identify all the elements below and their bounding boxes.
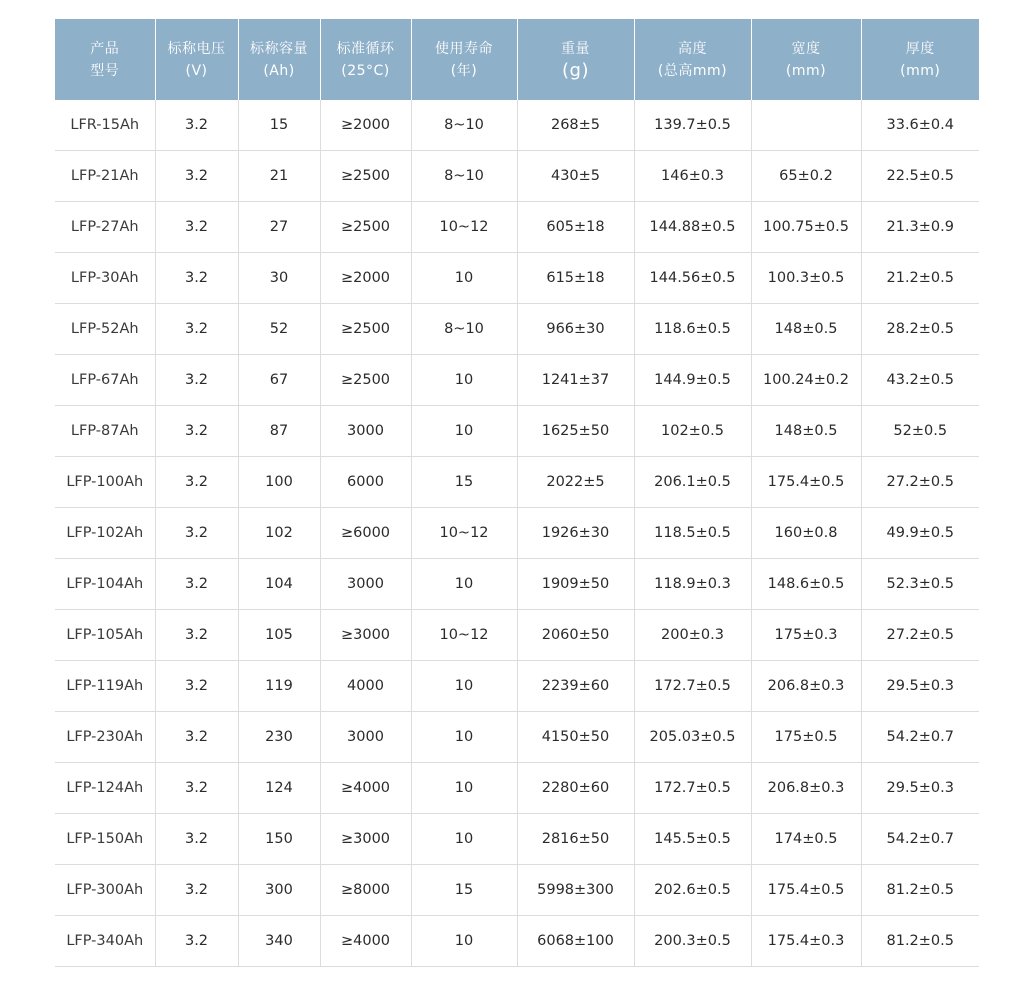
header-lifespan [411,19,517,100]
cell-width: 175.4±0.5 [751,865,861,916]
cell-width: 100.75±0.5 [751,202,861,253]
cell-weight: 1926±30 [517,508,634,559]
header-weight [517,19,634,100]
cell-thickness: 54.2±0.7 [861,712,979,763]
cell-voltage: 3.2 [155,355,238,406]
cell-model: LFR-15Ah [55,100,155,151]
cell-lifespan: 10 [411,253,517,304]
cell-model: LFP-52Ah [55,304,155,355]
cell-voltage: 3.2 [155,916,238,967]
cell-model: LFP-300Ah [55,865,155,916]
cell-thickness: 49.9±0.5 [861,508,979,559]
cell-lifespan: 10 [411,712,517,763]
cell-cycle: ≥4000 [320,916,411,967]
cell-voltage: 3.2 [155,202,238,253]
cell-lifespan: 15 [411,457,517,508]
cell-capacity: 30 [238,253,320,304]
cell-height: 200±0.3 [634,610,751,661]
cell-lifespan: 15 [411,865,517,916]
cell-lifespan: 10 [411,355,517,406]
cell-capacity: 67 [238,355,320,406]
cell-cycle: ≥2500 [320,202,411,253]
cell-thickness: 27.2±0.5 [861,610,979,661]
header-cycle-line2: (25°C) [341,62,390,79]
cell-width: 175.4±0.3 [751,916,861,967]
cell-model: LFP-119Ah [55,661,155,712]
cell-thickness: 27.2±0.5 [861,457,979,508]
cell-capacity: 87 [238,406,320,457]
cell-cycle: ≥3000 [320,610,411,661]
cell-lifespan: 10 [411,661,517,712]
cell-thickness: 81.2±0.5 [861,865,979,916]
cell-voltage: 3.2 [155,406,238,457]
cell-lifespan: 10 [411,559,517,610]
table-row [55,508,979,559]
header-height-line1: 高度 [678,40,707,57]
cell-lifespan: 10~12 [411,508,517,559]
cell-width: 175±0.5 [751,712,861,763]
cell-thickness: 22.5±0.5 [861,151,979,202]
cell-cycle: ≥4000 [320,763,411,814]
spec-table-container [55,19,979,967]
cell-capacity: 100 [238,457,320,508]
header-capacity-line1: 标称容量 [250,40,308,57]
table-row [55,814,979,865]
cell-cycle: 4000 [320,661,411,712]
cell-model: LFP-21Ah [55,151,155,202]
cell-capacity: 119 [238,661,320,712]
cell-weight: 1909±50 [517,559,634,610]
header-width-line2: (mm) [785,62,827,79]
cell-lifespan: 10 [411,916,517,967]
cell-width: 148.6±0.5 [751,559,861,610]
cell-model: LFP-67Ah [55,355,155,406]
cell-thickness: 52.3±0.5 [861,559,979,610]
cell-height: 118.6±0.5 [634,304,751,355]
table-row [55,253,979,304]
cell-model: LFP-340Ah [55,916,155,967]
cell-thickness: 28.2±0.5 [861,304,979,355]
cell-voltage: 3.2 [155,763,238,814]
cell-cycle: 3000 [320,559,411,610]
cell-lifespan: 10 [411,406,517,457]
header-width [751,19,861,100]
cell-lifespan: 10 [411,763,517,814]
cell-voltage: 3.2 [155,100,238,151]
cell-weight: 2022±5 [517,457,634,508]
cell-capacity: 102 [238,508,320,559]
cell-width [751,100,861,151]
header-weight-line2: (g) [562,59,589,81]
cell-weight: 1625±50 [517,406,634,457]
cell-width: 206.8±0.3 [751,763,861,814]
table-row [55,865,979,916]
table-row [55,406,979,457]
cell-thickness: 43.2±0.5 [861,355,979,406]
cell-model: LFP-124Ah [55,763,155,814]
cell-voltage: 3.2 [155,151,238,202]
cell-lifespan: 10 [411,814,517,865]
cell-weight: 2816±50 [517,814,634,865]
cell-model: LFP-102Ah [55,508,155,559]
cell-height: 118.9±0.3 [634,559,751,610]
cell-weight: 2239±60 [517,661,634,712]
table-row [55,610,979,661]
cell-width: 175±0.3 [751,610,861,661]
cell-model: LFP-150Ah [55,814,155,865]
cell-height: 144.9±0.5 [634,355,751,406]
cell-height: 172.7±0.5 [634,763,751,814]
cell-cycle: ≥2000 [320,253,411,304]
cell-thickness: 52±0.5 [861,406,979,457]
cell-height: 146±0.3 [634,151,751,202]
cell-cycle: ≥3000 [320,814,411,865]
cell-width: 174±0.5 [751,814,861,865]
cell-thickness: 81.2±0.5 [861,916,979,967]
cell-thickness: 29.5±0.3 [861,661,979,712]
cell-width: 100.3±0.5 [751,253,861,304]
cell-capacity: 300 [238,865,320,916]
cell-weight: 605±18 [517,202,634,253]
cell-weight: 2060±50 [517,610,634,661]
cell-thickness: 21.3±0.9 [861,202,979,253]
cell-capacity: 104 [238,559,320,610]
header-model-line1: 产品 [90,40,120,57]
table-header [55,19,979,100]
cell-cycle: 6000 [320,457,411,508]
table-row [55,151,979,202]
cell-model: LFP-27Ah [55,202,155,253]
header-width-line1: 宽度 [791,40,821,57]
cell-height: 144.56±0.5 [634,253,751,304]
cell-cycle: ≥8000 [320,865,411,916]
cell-voltage: 3.2 [155,559,238,610]
header-thickness-line1: 厚度 [905,40,935,57]
table-row [55,304,979,355]
table-row [55,661,979,712]
table-row [55,916,979,967]
cell-voltage: 3.2 [155,610,238,661]
cell-capacity: 340 [238,916,320,967]
cell-weight: 5998±300 [517,865,634,916]
cell-lifespan: 10~12 [411,610,517,661]
table-row [55,457,979,508]
header-capacity [238,19,320,100]
cell-model: LFP-30Ah [55,253,155,304]
cell-lifespan: 8~10 [411,100,517,151]
battery-spec-table [55,19,979,967]
header-thickness-line2: (mm) [900,62,941,79]
header-model [55,19,155,100]
cell-model: LFP-104Ah [55,559,155,610]
cell-width: 148±0.5 [751,406,861,457]
cell-model: LFP-230Ah [55,712,155,763]
cell-cycle: ≥6000 [320,508,411,559]
cell-thickness: 54.2±0.7 [861,814,979,865]
header-row [55,19,979,100]
cell-voltage: 3.2 [155,457,238,508]
cell-capacity: 15 [238,100,320,151]
cell-voltage: 3.2 [155,304,238,355]
table-row [55,559,979,610]
cell-capacity: 52 [238,304,320,355]
header-cycle-line1: 标准循环 [336,40,395,57]
cell-width: 100.24±0.2 [751,355,861,406]
cell-capacity: 21 [238,151,320,202]
table-row [55,100,979,151]
cell-lifespan: 8~10 [411,304,517,355]
cell-weight: 4150±50 [517,712,634,763]
header-voltage-line1: 标称电压 [167,40,226,57]
cell-width: 160±0.8 [751,508,861,559]
cell-height: 118.5±0.5 [634,508,751,559]
cell-model: LFP-87Ah [55,406,155,457]
header-lifespan-line2: (年) [450,62,478,79]
cell-cycle: ≥2000 [320,100,411,151]
table-row [55,202,979,253]
cell-cycle: 3000 [320,712,411,763]
cell-capacity: 150 [238,814,320,865]
cell-thickness: 29.5±0.3 [861,763,979,814]
cell-weight: 268±5 [517,100,634,151]
table-body [55,100,979,967]
header-capacity-line2: (Ah) [263,62,295,79]
header-model-line2: 型号 [90,62,120,79]
table-row [55,355,979,406]
cell-height: 102±0.5 [634,406,751,457]
header-cycle [320,19,411,100]
cell-width: 65±0.2 [751,151,861,202]
cell-thickness: 33.6±0.4 [861,100,979,151]
cell-lifespan: 8~10 [411,151,517,202]
cell-cycle: ≥2500 [320,151,411,202]
header-height-line2: (总高mm) [657,62,728,79]
cell-weight: 430±5 [517,151,634,202]
cell-capacity: 124 [238,763,320,814]
cell-height: 145.5±0.5 [634,814,751,865]
cell-width: 175.4±0.5 [751,457,861,508]
cell-weight: 615±18 [517,253,634,304]
cell-weight: 6068±100 [517,916,634,967]
table-row [55,763,979,814]
header-weight-line1: 重量 [561,40,590,57]
cell-width: 206.8±0.3 [751,661,861,712]
cell-voltage: 3.2 [155,253,238,304]
cell-voltage: 3.2 [155,661,238,712]
header-thickness [861,19,979,100]
cell-cycle: ≥2500 [320,304,411,355]
cell-height: 139.7±0.5 [634,100,751,151]
cell-model: LFP-105Ah [55,610,155,661]
cell-height: 205.03±0.5 [634,712,751,763]
cell-height: 206.1±0.5 [634,457,751,508]
cell-voltage: 3.2 [155,712,238,763]
cell-voltage: 3.2 [155,508,238,559]
cell-height: 200.3±0.5 [634,916,751,967]
cell-capacity: 105 [238,610,320,661]
cell-cycle: ≥2500 [320,355,411,406]
cell-weight: 1241±37 [517,355,634,406]
cell-voltage: 3.2 [155,865,238,916]
cell-height: 172.7±0.5 [634,661,751,712]
header-voltage [155,19,238,100]
cell-weight: 2280±60 [517,763,634,814]
header-height [634,19,751,100]
cell-lifespan: 10~12 [411,202,517,253]
header-lifespan-line1: 使用寿命 [435,40,493,57]
cell-capacity: 27 [238,202,320,253]
cell-thickness: 21.2±0.5 [861,253,979,304]
cell-capacity: 230 [238,712,320,763]
cell-weight: 966±30 [517,304,634,355]
table-row [55,712,979,763]
cell-voltage: 3.2 [155,814,238,865]
cell-height: 202.6±0.5 [634,865,751,916]
cell-width: 148±0.5 [751,304,861,355]
cell-height: 144.88±0.5 [634,202,751,253]
cell-model: LFP-100Ah [55,457,155,508]
header-voltage-line2: (V) [185,62,208,79]
cell-cycle: 3000 [320,406,411,457]
